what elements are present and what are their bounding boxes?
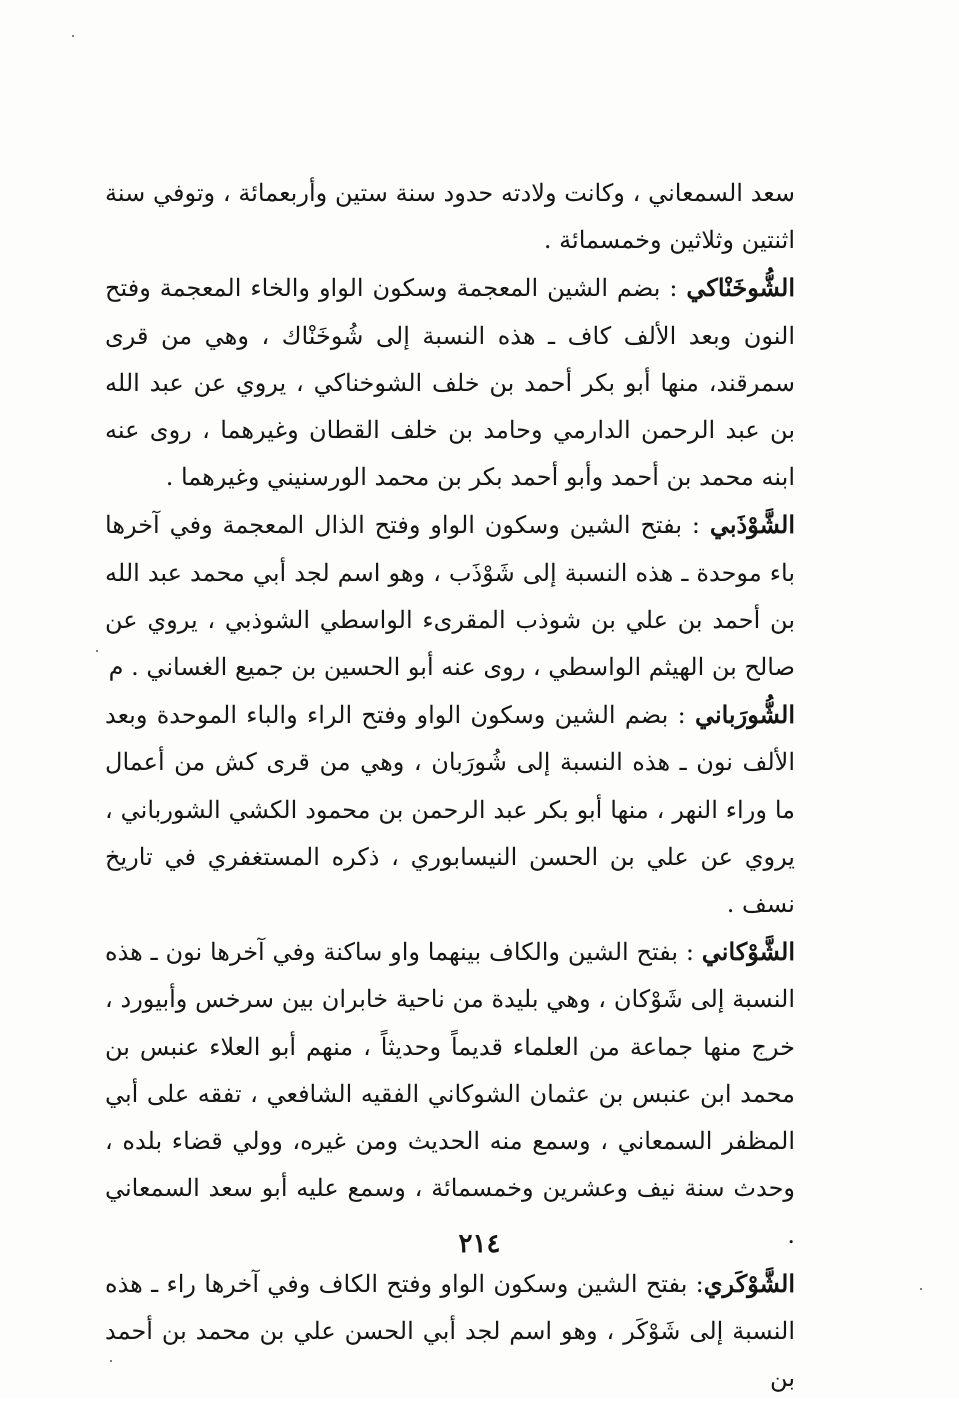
entry-shawkari — [105, 1260, 795, 1402]
scan-speck — [110, 1360, 112, 1362]
main-text — [105, 170, 795, 1402]
entry-body: : بضم الشين وسكون الواو وفتح الراء والباء الموحدة وبعد الألف نون ـ هذه النسبة إلى شُورَبان ، وهي من قرى كش من أعمال ما وراء النهر ، منها أبو بكر عبد الرحمن بن محمود الكشي الشورباني ، يروي عن علي بن الحسن النيسابوري ، ذكره المستغفري في تاريخ نسف . — [105, 701, 795, 919]
entry-body: : بفتح الشين والكاف بينهما واو ساكنة وفي آخرها نون ـ هذه النسبة إلى شَوْكان ، وهي بليدة من ناحية خابران بين سرخس وأبيورد ، خرج منها جماعة من العلماء قديماً وحديثاً ، منهم أبو العلاء عنبس بن محمد ابن عنبس بن عثمان الشوكاني الفقيه الشافعي ، تفقه على أبي المظفر السمعاني ، وسمع منه الحديث ومن غيره، وولي قضاء بلده ، وحدث سنة نيف وعشرين وخمسمائة ، وسمع عليه أبو سعد السمعاني . — [105, 938, 795, 1250]
entry-body: : بفتح الشين وسكون الواو وفتح الكاف وفي آخرها راء ـ هذه النسبة إلى شَوْكَر ، وهو اسم لجد أبي الحسن علي بن محمد بن أحمد بن — [105, 1269, 795, 1393]
page-number: ٢١٤ — [458, 1229, 501, 1259]
entry-shurabani — [105, 691, 795, 928]
continuation-paragraph — [105, 170, 795, 264]
scan-speck — [920, 1288, 922, 1290]
entry-headword: الشُّورَباني — [694, 700, 795, 730]
entry-shawdhabi — [105, 501, 795, 691]
entry-body: : بضم الشين المعجمة وسكون الواو والخاء المعجمة وفتح النون وبعد الألف كاف ـ هذه النسبة إلى شُوخَنْاك ، وهي من قرى سمرقند، منها أبو بكر أحمد بن خلف الشوخناكي ، يروي عن عبد الله بن عبد الرحمن الدارمي وحامد بن خلف القطان وغيرهما ، روى عنه ابنه محمد بن أحمد وأبو أحمد بكر بن محمد الورسنيني وغيرهما . — [105, 274, 796, 492]
entry-headword: الشَّوْذَبي — [709, 510, 795, 540]
entry-headword: الشُّوخَنْاكي — [686, 273, 795, 303]
entry-headword: الشَّوْكَري — [703, 1268, 795, 1298]
scan-speck — [72, 35, 74, 37]
entry-body: : بفتح الشين وسكون الواو وفتح الذال المعجمة وفي آخرها باء موحدة ـ هذه النسبة إلى شَوْذَب ، وهو اسم لجد أبي محمد عبد الله بن أحمد بن علي بن شوذب المقرىء الواسطي الشوذبي ، يروي عن صالح بن الهيثم الواسطي ، روى عنه أبو الحسين بن جميع الغساني . م — [105, 511, 796, 682]
continuation-text: سعد السمعاني ، وكانت ولادته حدود سنة ستين وأربعمائة ، وتوفي سنة اثنتين وثلاثين وخمسمائة . — [105, 179, 795, 255]
entry-headword: الشَّوْكاني — [701, 937, 795, 967]
entry-shukhanaki — [105, 264, 795, 501]
scan-speck — [96, 650, 98, 652]
entry-shawkani — [105, 928, 795, 1259]
